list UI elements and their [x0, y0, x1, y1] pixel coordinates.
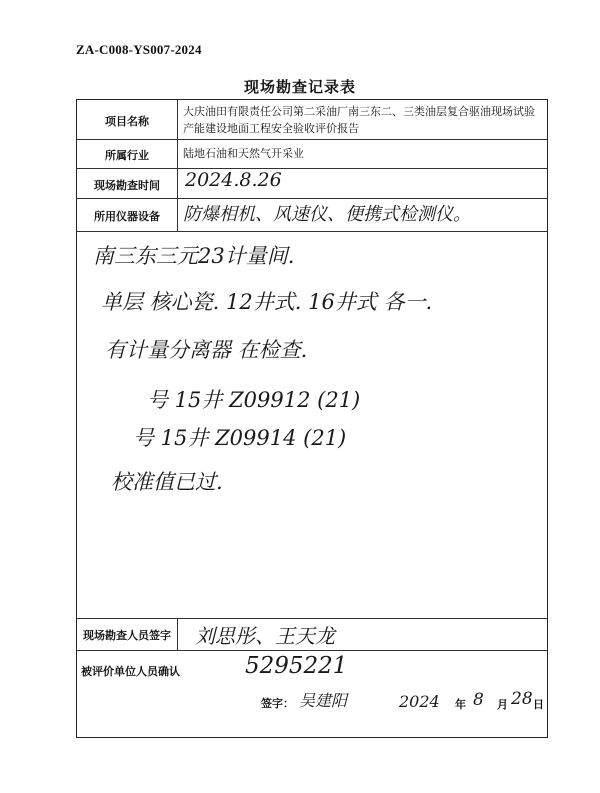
row-divider: [77, 618, 547, 619]
industry-value: 陆地石油和天然气开采业: [183, 147, 304, 160]
column-divider: [177, 100, 178, 231]
row-divider: [77, 650, 547, 651]
label-signature: 签字：: [261, 697, 294, 710]
label-project-name: 项目名称: [105, 115, 149, 128]
label-inspector-signature: 现场勘查人员签字: [83, 629, 171, 642]
date-day-unit: 日: [533, 698, 544, 711]
row-divider: [77, 139, 547, 140]
label-survey-time: 现场勘查时间: [94, 179, 160, 192]
label-equipment: 所用仪器设备: [94, 210, 160, 223]
date-year-unit: 年: [455, 698, 466, 711]
date-day: 28: [511, 689, 533, 709]
survey-time-value: 2024.8.26: [185, 169, 282, 191]
note-line: 南三东三元23计量间.: [93, 244, 295, 268]
note-line: 有计量分离器 在检查.: [105, 338, 308, 362]
confirmation-signature: 吴建阳: [299, 691, 348, 710]
confirmation-number: 5295221: [245, 653, 348, 679]
note-line: 校准值已过.: [111, 470, 223, 494]
date-month-unit: 月: [497, 698, 508, 711]
label-unit-confirmation: 被评价单位人员确认: [81, 665, 180, 678]
record-table: [76, 99, 548, 738]
row-divider: [77, 231, 547, 232]
date-year: 2024: [399, 692, 440, 711]
inspector-signature: 刘思彤、王天龙: [195, 624, 335, 648]
project-name-value: 大庆油田有限责任公司第二采油厂南三东二、三类油层复合驱油现场试验产能建设地面工程安全验收评价报告: [183, 105, 535, 135]
note-line: 单层 核心瓷. 12井式. 16井式 各一.: [101, 290, 433, 314]
equipment-value: 防爆相机、风速仪、便携式检测仪。: [183, 204, 471, 225]
note-line: 号 15井 Z09912 (21): [147, 388, 361, 412]
note-line: 号 15井 Z09914 (21): [133, 426, 347, 450]
row-divider: [77, 168, 547, 169]
row-divider: [77, 198, 547, 199]
page-title: 现场勘查记录表: [243, 78, 356, 96]
label-industry: 所属行业: [105, 149, 149, 162]
date-month: 8: [473, 690, 484, 710]
document-code: ZA-C008-YS007-2024: [76, 42, 202, 57]
column-divider: [177, 618, 178, 650]
